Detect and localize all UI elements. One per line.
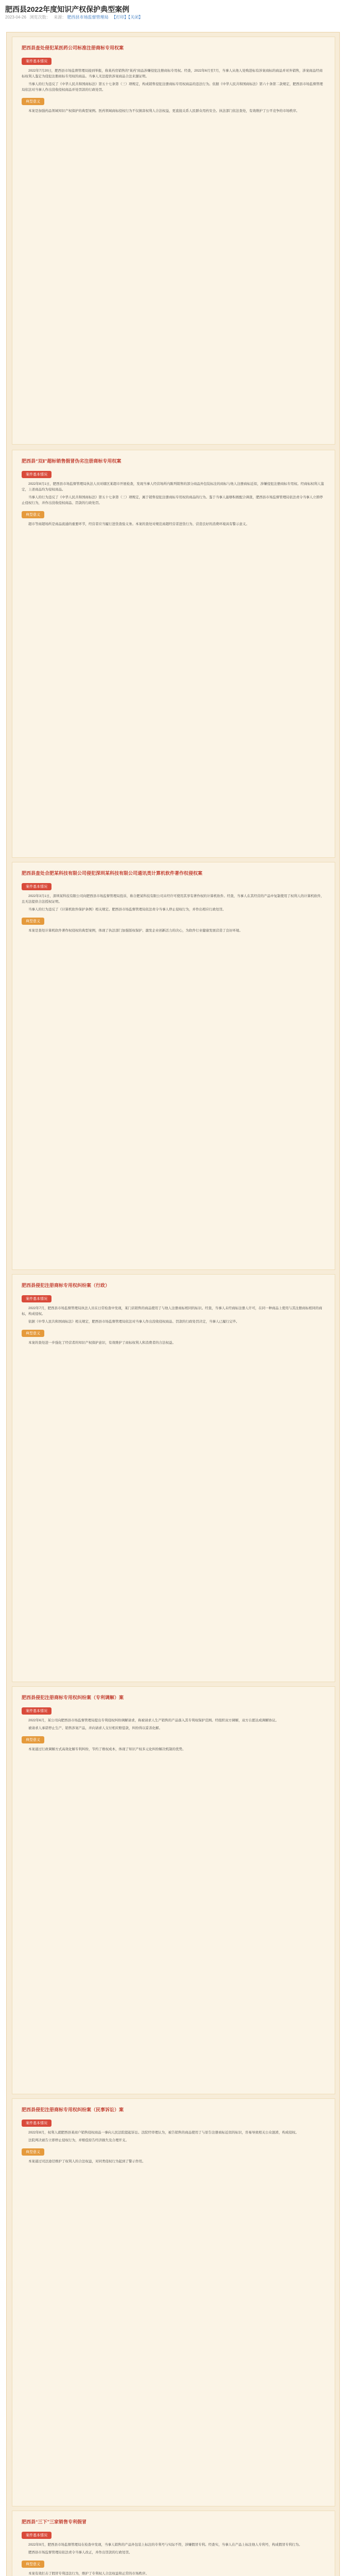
significance-tag: 典型意义 xyxy=(22,2561,44,2568)
case-section xyxy=(12,862,335,1270)
significance-tag: 典型意义 xyxy=(22,98,44,105)
significance-paragraph: 超市等商超场所是商品流通的重要环节，经营者应当履行进货查验义务。本案的查处对规范商超经营者进货行为、营造良好的消费环境具有警示意义。 xyxy=(28,522,249,526)
case-section xyxy=(12,2098,335,2506)
significance-paragraph: 本案通过司法途径维护了权利人的合法权益，对同类侵权行为起到了警示作用。 xyxy=(28,2160,146,2163)
significance-tag: 典型意义 xyxy=(22,2148,44,2156)
case-paragraph: 当事人的行为违反了《中华人民共和国商标法》第五十七条第（三）项规定，属于销售侵犯注册商标专用权的商品的行为。鉴于当事人能够积极配合调查，肥西县市场监督管理局依法责令当事人立即停止侵权行为，并作出没收侵权商品、罚款的行政处罚。 xyxy=(22,496,323,505)
significance-tag: 典型意义 xyxy=(22,918,44,925)
significance-tag: 典型意义 xyxy=(22,511,44,518)
case-paragraph: 当事人的行为违反了《计算机软件保护条例》相关规定。肥西县市场监督管理局依法责令当事人停止侵权行为，并作出相应行政处罚。 xyxy=(28,908,226,911)
case-paragraph: 2022年8月1日，肥西县市场监督管理局执法人员对辖区某超市开展检查，发现当事人经营场所内陈列销售的部分商品外包装标注的商标与他人注册商标近似，涉嫌侵犯注册商标专用权。经商标权利人鉴定，上述商品均为侵权商品。 xyxy=(22,482,324,492)
views-label: 浏览次数： xyxy=(29,15,50,20)
case-title: 肥西县侵犯注册商标专用权纠纷案（民事诉讼）案 xyxy=(22,2107,124,2112)
case-title: 肥西县查处合肥某科技有限公司侵犯深圳某科技有限公司通讯类计算机软件著作权侵权案 xyxy=(22,871,203,876)
case-title: 肥西县“三下”三家销售专利假冒 xyxy=(22,2519,87,2524)
case-paragraph: 2022年9月，肥西县市场监督管理局在检查中发现，当事人销售的产品外包装上标注的专利号与实际不符，涉嫌假冒专利。经查实，当事人在产品上标注他人专利号，构成假冒专利行为。 xyxy=(28,2543,302,2547)
case-paragraph: 被请求人承诺停止生产、销售涉案产品，并向请求人支付相应赔偿款，纠纷得以妥善化解。 xyxy=(28,1726,162,1730)
case-title: 肥西县侵犯注册商标专用权纠纷案（行政） xyxy=(22,1283,110,1288)
case-info-tag: 案件基本情况 xyxy=(22,2532,51,2539)
case-paragraph: 2022年7月，肥西县市场监督管理局执法人员在日常检查中发现，某门店销售的商品使用了与他人注册商标相同的标识。经查，当事人未经商标注册人许可，在同一种商品上使用与其注册商标相同的商标，构成侵权。 xyxy=(22,1307,322,1316)
case-info-tag: 案件基本情况 xyxy=(22,471,51,478)
case-section xyxy=(12,1686,335,2094)
source-link[interactable]: 肥西县市场监督管理局 xyxy=(67,15,109,20)
case-paragraph: 当事人的行为违反了《中华人民共和国商标法》第五十七条第（三）项规定，构成销售侵犯注册商标专用权商品的违法行为。依据《中华人民共和国商标法》第六十条第二款规定，肥西县市场监督管理局依法对当事人作出没收侵权商品并处罚款的行政处罚。 xyxy=(22,82,323,92)
case-paragraph: 肥西县市场监督管理局依法责令当事人改正，并作出罚款的行政处罚。 xyxy=(28,2551,132,2554)
case-info-tag: 案件基本情况 xyxy=(22,2120,51,2127)
significance-paragraph: 本案是加强药品领域知识产权保护的典型案例。医药领域商标侵权行为不仅损害权利人合法权益，更直接关系人民群众用药安全。执法部门依法查处，有效维护了公平竞争的市场秩序。 xyxy=(28,109,300,113)
case-paragraph: 2022年3月1日，深圳某科技有限公司向肥西县市场监督管理局投诉，称合肥某科技有限公司未经许可使用其享有著作权的计算机软件。经查，当事人在其经营的产品中复制使用了权利人的计算机软件，且无法提供合法授权证明。 xyxy=(22,894,324,904)
publish-date: 2023-04-26 xyxy=(5,15,26,20)
article-body xyxy=(6,32,340,2576)
significance-tag: 典型意义 xyxy=(22,1330,44,1337)
significance-paragraph: 本案的查处进一步强化了经营者的知识产权保护意识，有效维护了商标权利人和消费者的合法权益。 xyxy=(28,1341,176,1345)
significance-paragraph: 本案通过行政调解方式高效化解专利纠纷，节约了维权成本，体现了知识产权多元化纠纷解决机制的优势。 xyxy=(28,1748,186,1751)
case-info-tag: 案件基本情况 xyxy=(22,1295,51,1302)
source-label: 来源： xyxy=(54,15,66,20)
page-meta xyxy=(5,14,143,20)
case-info-tag: 案件基本情况 xyxy=(22,883,51,890)
case-title: 肥西县查处侵犯某医药公司标准注册商标专用权案 xyxy=(22,45,124,50)
case-paragraph: 依据《中华人民共和国商标法》相关规定，肥西县市场监督管理局依法对当事人作出没收侵权商品、罚款的行政处罚决定，当事人已履行完毕。 xyxy=(28,1320,239,1324)
case-paragraph: 2022年7月20日，肥西县市场监督管理局接到举报，称某药房销售的“某药”商品涉嫌侵犯注册商标专用权。经查，2022年6月至7月，当事人从他人处购进标有涉案商标的商品并对外销售，涉案商品经商标权利人鉴定为侵犯注册商标专用权的商品。当事人无法提供涉案商品合法来源证明。 xyxy=(22,69,323,78)
case-section xyxy=(12,450,335,858)
case-paragraph: 2022年8月，权利人就肥西县某商户销售侵权商品一事向人民法院提起诉讼。法院经审理认为，被告销售的商品使用了与原告注册商标近似的标识，容易导致相关公众混淆，构成侵权。 xyxy=(28,2131,299,2134)
case-section xyxy=(12,2511,335,2576)
case-title: 肥西县“双Ⅱ”超标销售假冒伪劣注册商标专用权案 xyxy=(22,459,122,464)
page-title: 肥西县2022年度知识产权保护典型案例 xyxy=(5,5,130,13)
case-section xyxy=(12,37,335,445)
case-paragraph: 法院判决被告立即停止侵权行为，并赔偿原告经济损失及合理开支。 xyxy=(28,2139,129,2142)
case-title: 肥西县侵犯注册商标专用权纠纷案（专利调解）案 xyxy=(22,1695,124,1700)
significance-paragraph: 本案是查处计算机软件著作权侵权的典型案例，体现了执法部门加强版权保护、激发企业创新活力的决心，为软件行业健康发展营造了良好环境。 xyxy=(28,929,243,933)
case-info-tag: 案件基本情况 xyxy=(22,58,51,65)
case-paragraph: 2022年6月，某公司向肥西县市场监督管理局提出专利侵权纠纷调解请求，称被请求人生产销售的产品落入其专利权保护范围。经组织双方调解，双方自愿达成调解协议。 xyxy=(28,1719,279,1722)
significance-paragraph: 本案有效打击了假冒专利违法行为，维护了专利权人合法权益和正常的市场秩序。 xyxy=(28,2572,149,2575)
print-close-link[interactable]: 【打印】【关闭】 xyxy=(112,15,143,20)
case-info-tag: 案件基本情况 xyxy=(22,1707,51,1715)
case-section xyxy=(12,1274,335,1682)
significance-tag: 典型意义 xyxy=(22,1736,44,1743)
